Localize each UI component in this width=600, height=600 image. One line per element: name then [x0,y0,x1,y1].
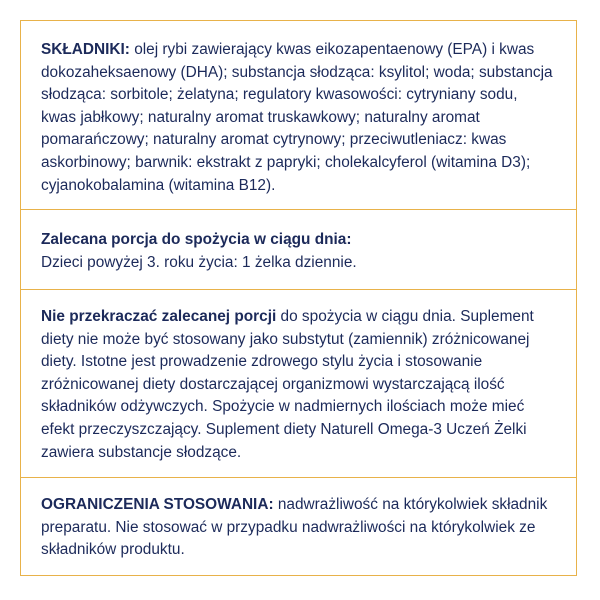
section-divider [21,209,576,210]
dosage-text: Dzieci powyżej 3. roku życia: 1 żelka dziennie. [41,253,357,271]
ingredients-text: olej rybi zawierający kwas eikozapentaenowy (EPA) i kwas dokozaheksaenowy (DHA); substancja słodząca: ksylitol; woda; substancja słodząca: sorbitole; żelatyna; regulatory kwasowości: cytryniany sodu, kwas jabłkowy; naturalny aromat truskawkowy; naturalny aromat pomarańczowy; naturalny aromat cytrynowy; przeciwutleniacz: kwas askorbinowy; barwnik: ekstrakt z papryki; cholekalcyferol (witamina D3); cyjanokobalamina (witamina B12). [41,41,553,194]
restrictions-text: nadwrażliwość na którykolwiek składnik preparatu. Nie stosować w przypadku nadwrażliwości na którykolwiek ze składników produktu. [41,496,548,559]
ingredients-section [21,39,576,197]
section-divider [21,477,576,478]
ingredients-label: SKŁADNIKI: [41,41,130,58]
warning-section [21,306,576,464]
restrictions-label: OGRANICZENIA STOSOWANIA: [41,496,274,513]
dosage-label: Zalecana porcja do spożycia w ciągu dnia: [41,231,352,248]
restrictions-section [21,494,576,562]
section-divider [21,289,576,290]
warning-text: do spożycia w ciągu dnia. Suplement diety nie może być stosowany jako substytut (zamiennik) zróżnicowanej diety. Istotne jest prowadzenie zdrowego stylu życia i stosowanie zróżnicowanej diety dostarczającej organizmowi wystarczającą ilość składników odżywczych. Spożycie w nadmiernych ilościach może mieć efekt przeczyszczający. Suplement diety Naturell Omega-3 Uczeń Żelki zawiera substancje słodzące. [41,308,534,461]
label-panel [20,20,577,576]
dosage-section [21,229,576,274]
warning-label: Nie przekraczać zalecanej porcji [41,308,277,325]
